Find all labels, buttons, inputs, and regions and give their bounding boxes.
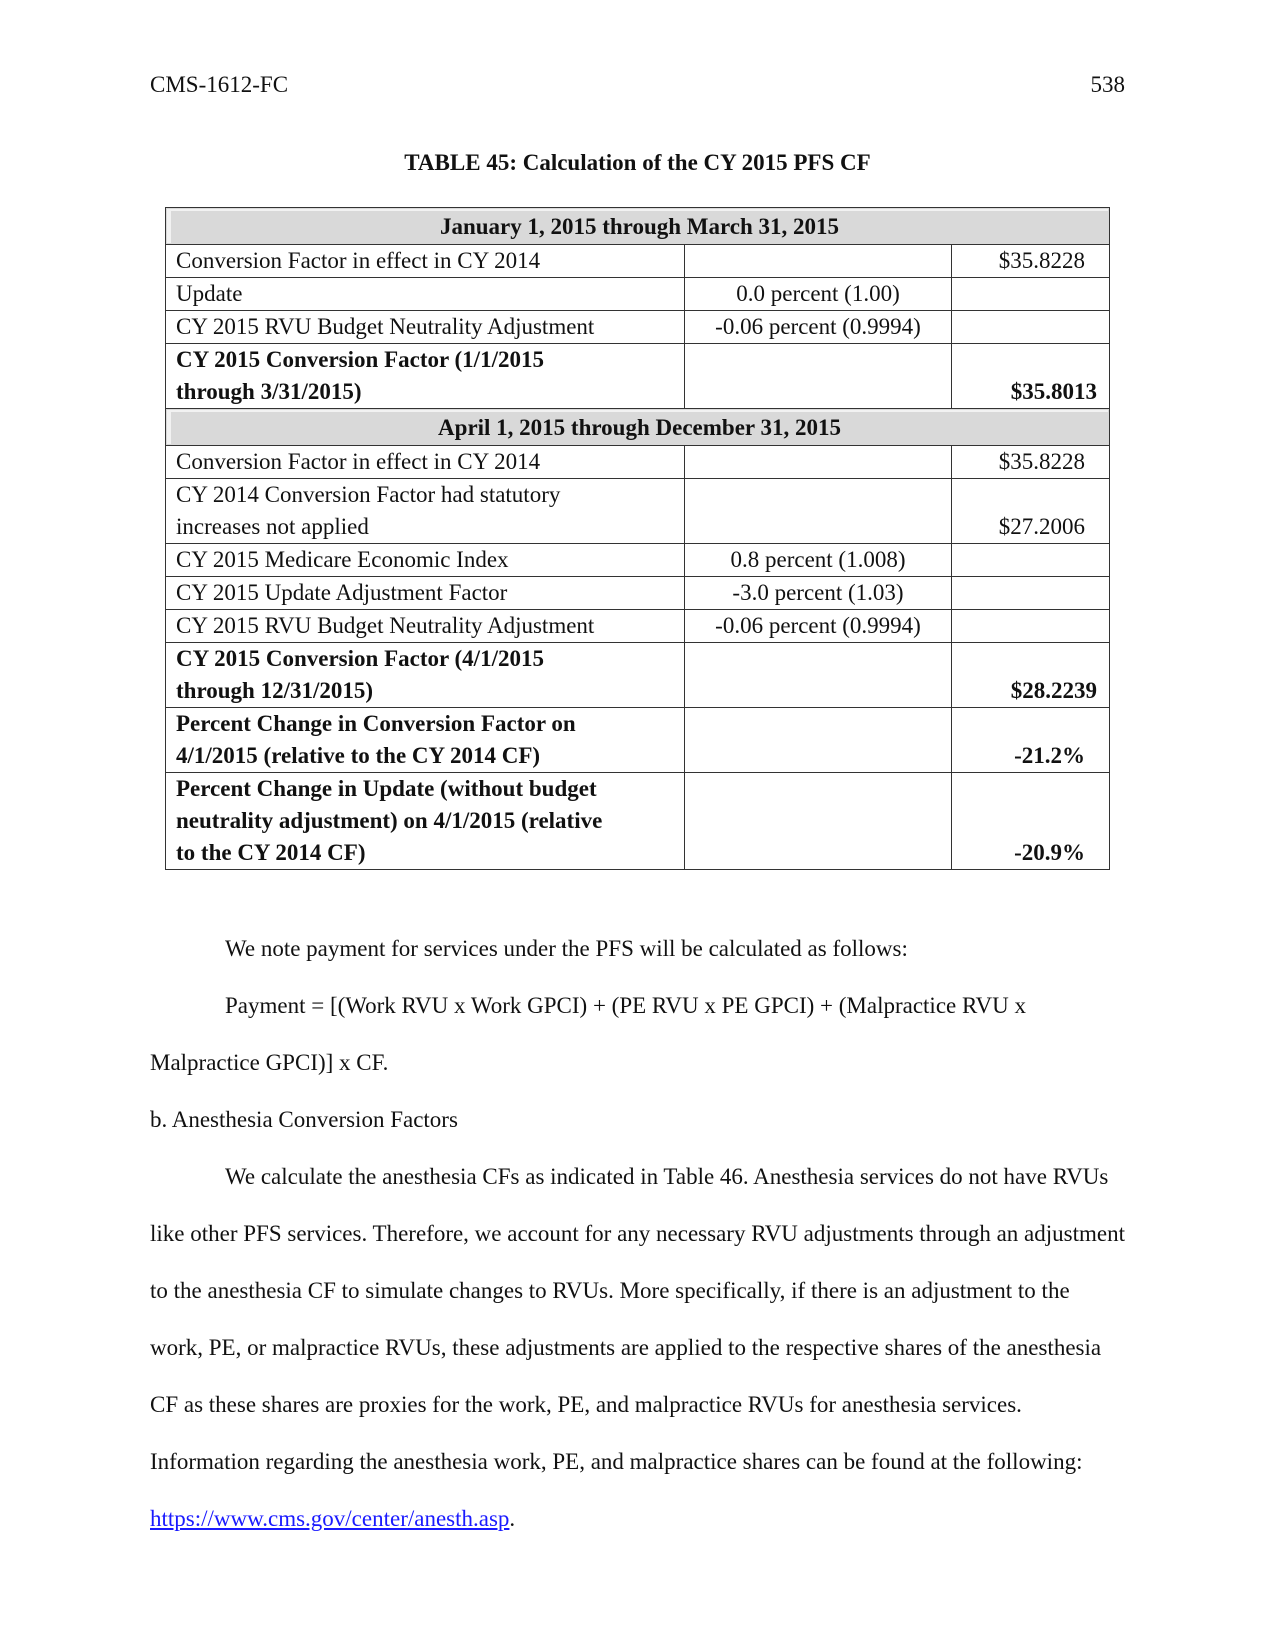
row-adjustment (685, 708, 952, 773)
table-row-percent-change (166, 708, 1110, 773)
row-adjustment (685, 245, 952, 278)
row-value: $35.8228 (952, 446, 1110, 479)
section-heading-jan-mar: January 1, 2015 through March 31, 2015 (166, 208, 1110, 245)
row-label (166, 479, 685, 544)
row-value: $28.2239 (952, 643, 1110, 708)
row-adjustment (685, 643, 952, 708)
row-label-line: neutrality adjustment) on 4/1/2015 (relative (176, 808, 603, 833)
table-row (166, 245, 1110, 278)
table-row (166, 278, 1110, 311)
row-value: $35.8013 (952, 344, 1110, 409)
row-label-line: through 3/31/2015) (176, 379, 362, 404)
row-label-line: increases not applied (176, 514, 369, 539)
paragraph-end: . (509, 1506, 516, 1531)
table-row (166, 610, 1110, 643)
page-number: 538 (1090, 72, 1125, 97)
row-adjustment: 0.8 percent (1.008) (685, 544, 952, 577)
table-title: TABLE 45: Calculation of the CY 2015 PFS CF (404, 150, 871, 175)
table-row-total (166, 643, 1110, 708)
row-adjustment (685, 446, 952, 479)
section-header-row (166, 208, 1110, 245)
row-adjustment (685, 773, 952, 870)
row-value (952, 610, 1110, 643)
row-label (166, 773, 685, 870)
paragraph-text: We calculate the anesthesia CFs as indicated in Table 46. Anesthesia services do not have RVUs like other PFS services. Therefore, we account for any necessary RVU adjustments through an adjustment to the anesthesia CF to simulate changes to RVUs. More specifically, if there is an adjustment to the work, PE, or malpractice RVUs, these adjustments are applied to the respective shares of the anesthesia CF as these shares are proxies for the work, PE, and malpractice RVUs for anesthesia services. Information regarding the anesthesia work, PE, and malpractice shares can be found at the following: (150, 1164, 1125, 1474)
row-value (952, 278, 1110, 311)
table-row (166, 577, 1110, 610)
paragraph-payment-formula: Payment = [(Work RVU x Work GPCI) + (PE RVU x PE GPCI) + (Malpractice RVU x Malpractice GPCI)] x CF. (150, 993, 1026, 1075)
row-label-line: CY 2015 Conversion Factor (4/1/2015 (176, 646, 544, 671)
row-label-line: 4/1/2015 (relative to the CY 2014 CF) (176, 743, 541, 768)
row-adjustment (685, 344, 952, 409)
row-label-line: CY 2015 Conversion Factor (1/1/2015 (176, 347, 544, 372)
table-row (166, 479, 1110, 544)
row-value (952, 577, 1110, 610)
table-row-total (166, 344, 1110, 409)
row-label: CY 2015 Update Adjustment Factor (166, 577, 685, 610)
section-header-row (166, 409, 1110, 446)
row-adjustment: 0.0 percent (1.00) (685, 278, 952, 311)
row-label: Update (166, 278, 685, 311)
row-label-line: to the CY 2014 CF) (176, 840, 366, 865)
conversion-factor-table (165, 207, 1110, 870)
row-label-line: CY 2014 Conversion Factor had statutory (176, 482, 561, 507)
row-label: CY 2015 RVU Budget Neutrality Adjustment (166, 610, 685, 643)
row-value: -20.9% (952, 773, 1110, 870)
section-heading-apr-dec: April 1, 2015 through December 31, 2015 (166, 409, 1110, 446)
row-adjustment: -0.06 percent (0.9994) (685, 311, 952, 344)
row-adjustment: -3.0 percent (1.03) (685, 577, 952, 610)
row-value (952, 311, 1110, 344)
row-label (166, 708, 685, 773)
paragraph-anesthesia (150, 1148, 1125, 1547)
row-label-line: through 12/31/2015) (176, 678, 374, 703)
row-value: $27.2006 (952, 479, 1110, 544)
section-heading-anesthesia: b. Anesthesia Conversion Factors (150, 1107, 458, 1132)
row-adjustment (685, 479, 952, 544)
row-label: CY 2015 RVU Budget Neutrality Adjustment (166, 311, 685, 344)
row-label (166, 643, 685, 708)
table-row (166, 446, 1110, 479)
row-label: Conversion Factor in effect in CY 2014 (166, 446, 685, 479)
row-label: CY 2015 Medicare Economic Index (166, 544, 685, 577)
paragraph-payment-note: We note payment for services under the PFS will be calculated as follows: (225, 936, 908, 961)
row-label-line: Percent Change in Conversion Factor on (176, 711, 576, 736)
row-label (166, 344, 685, 409)
row-adjustment: -0.06 percent (0.9994) (685, 610, 952, 643)
table-row (166, 311, 1110, 344)
row-value (952, 544, 1110, 577)
table-row-percent-change (166, 773, 1110, 870)
row-value: $35.8228 (952, 245, 1110, 278)
table-row (166, 544, 1110, 577)
anesthesia-link[interactable]: https://www.cms.gov/center/anesth.asp (150, 1506, 510, 1531)
row-label: Conversion Factor in effect in CY 2014 (166, 245, 685, 278)
row-label-line: Percent Change in Update (without budget (176, 776, 597, 801)
row-value: -21.2% (952, 708, 1110, 773)
body-text (150, 920, 1125, 1547)
document-id: CMS-1612-FC (150, 72, 289, 97)
